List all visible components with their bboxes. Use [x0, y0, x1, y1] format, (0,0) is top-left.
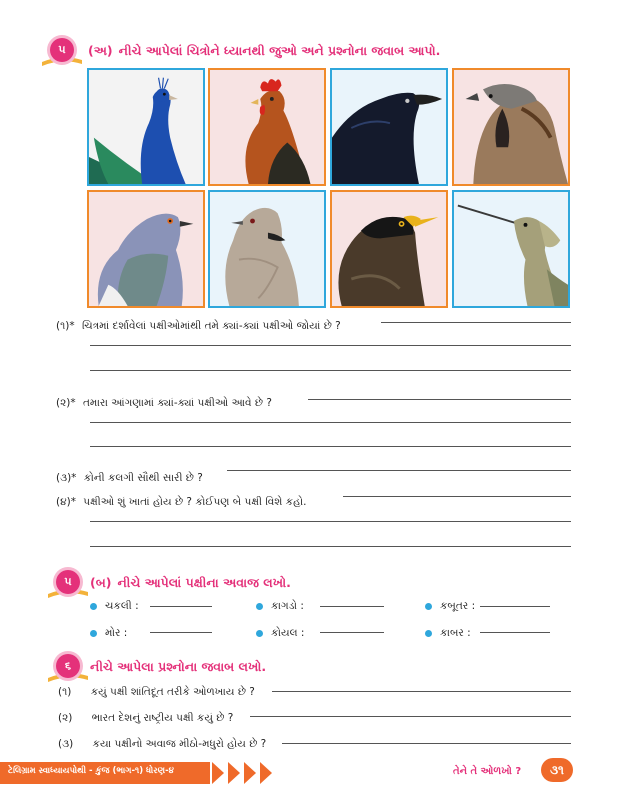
sound-answer-line[interactable] [320, 632, 384, 633]
chevron-right-icon [260, 762, 272, 784]
question-number: (૨) [58, 712, 73, 724]
crow-illustration [332, 70, 446, 184]
answer-line[interactable] [90, 446, 571, 447]
section-a-title [88, 43, 440, 59]
section-c-title: નીચે આપેલા પ્રશ્નોના જવાબ લખો. [90, 659, 267, 674]
question-text: કોની કલગી સૌથી સારી છે ? [83, 472, 203, 484]
answer-line[interactable] [381, 322, 571, 323]
image-hummingbird [452, 190, 570, 308]
image-rooster [208, 68, 326, 186]
bullet-icon [256, 603, 263, 610]
answer-line[interactable] [90, 370, 571, 371]
answer-line[interactable] [272, 691, 571, 692]
question-number: (૨)* [56, 397, 76, 409]
question-a2 [56, 397, 272, 410]
sound-item-pigeon [425, 600, 475, 613]
section-b-sub: (બ) [90, 575, 112, 590]
section-number: ૫ [56, 570, 80, 594]
image-crow [330, 68, 448, 186]
question-text: ચિત્રમાં દર્શાવેલાં પક્ષીઓમાંથી તમે ક્યાં-ક્યાં પક્ષીઓ જોયાં છે ? [81, 320, 341, 332]
question-number: (૧) [58, 686, 72, 698]
image-pigeon [87, 190, 205, 308]
sound-answer-line[interactable] [320, 606, 384, 607]
bullet-icon [256, 630, 263, 637]
chevron-right-icon [228, 762, 240, 784]
question-text: પક્ષીઓ શું ખાતાં હોય છે ? કોઈપણ બે પક્ષી વિશે કહો. [83, 496, 307, 508]
sound-item-peacock [90, 627, 127, 640]
sound-label: ચકલી : [105, 600, 139, 612]
image-sparrow [452, 68, 570, 186]
section-b-badge [48, 570, 92, 600]
question-a3 [56, 472, 203, 485]
section-a-sub: (અ) [88, 43, 113, 58]
section-number: ૬ [56, 654, 80, 678]
sound-label: કોયલ : [271, 627, 305, 639]
rooster-illustration [210, 70, 324, 184]
sound-label: મોર : [105, 627, 128, 639]
sound-item-myna [425, 627, 471, 640]
sound-label: કાગડો : [271, 600, 304, 612]
image-peacock [87, 68, 205, 186]
section-b-title [90, 575, 291, 591]
question-number: (૩)* [56, 472, 77, 484]
sound-answer-line[interactable] [480, 606, 550, 607]
footer-right-label: તેને તે ઓળખો ? [453, 766, 522, 777]
question-a1 [56, 320, 341, 333]
peacock-illustration [89, 70, 203, 184]
section-a-heading: નીચે આપેલાં ચિત્રોને ધ્યાનથી જુઓ અને પ્રશ્નોના જવાબ આપો. [118, 43, 441, 58]
footer-book-title: ટેલિગ્રામ સ્વાધ્યાયપોથી - કુંજ (ભાગ-૧) ધોરણ-૪ [8, 766, 174, 776]
answer-line[interactable] [90, 422, 571, 423]
question-c2 [58, 712, 233, 725]
question-text: તમારા આંગણામાં ક્યાં-ક્યાં પક્ષીઓ આવે છે ? [82, 397, 272, 409]
question-number: (૧)* [56, 320, 75, 332]
sound-answer-line[interactable] [150, 606, 212, 607]
section-a-badge [42, 38, 86, 68]
sound-item-crow [256, 600, 304, 613]
page-number: ૩૧ [541, 758, 573, 782]
answer-line[interactable] [250, 716, 571, 717]
hummingbird-illustration [454, 192, 568, 306]
answer-line[interactable] [90, 521, 571, 522]
answer-line[interactable] [308, 399, 571, 400]
question-number: (૩) [58, 738, 74, 750]
bullet-icon [90, 603, 97, 610]
answer-line[interactable] [90, 345, 571, 346]
question-text: કયા પક્ષીનો અવાજ મીઠો-મધુરો હોય છે ? [92, 738, 267, 750]
question-number: (૪)* [56, 496, 76, 508]
question-c1 [58, 686, 255, 699]
bullet-icon [425, 603, 432, 610]
dove-illustration [210, 192, 324, 306]
answer-line[interactable] [227, 470, 571, 471]
answer-line[interactable] [90, 546, 571, 547]
sparrow-illustration [454, 70, 568, 184]
sound-item-koel [256, 627, 304, 640]
image-myna [330, 190, 448, 308]
question-c3 [58, 738, 266, 751]
sound-item-sparrow [90, 600, 139, 613]
question-a4 [56, 496, 307, 509]
bullet-icon [90, 630, 97, 637]
chevron-right-icon [212, 762, 224, 784]
bullet-icon [425, 630, 432, 637]
question-text: કયું પક્ષી શાંતિદૂત તરીકે ઓળખાય છે ? [90, 686, 255, 698]
pigeon-illustration [89, 192, 203, 306]
answer-line[interactable] [343, 496, 571, 497]
sound-label: કબૂતર : [440, 600, 476, 612]
section-c-badge [48, 654, 92, 684]
section-number: ૫ [50, 38, 74, 62]
sound-answer-line[interactable] [150, 632, 212, 633]
myna-illustration [332, 192, 446, 306]
question-text: ભારત દેશનું રાષ્ટ્રીય પક્ષી કયું છે ? [91, 712, 234, 724]
sound-label: કાબર : [440, 627, 471, 639]
section-b-heading: નીચે આપેલાં પક્ષીના અવાજ લખો. [117, 575, 291, 590]
answer-line[interactable] [282, 743, 571, 744]
sound-answer-line[interactable] [480, 632, 550, 633]
image-dove [208, 190, 326, 308]
chevron-right-icon [244, 762, 256, 784]
